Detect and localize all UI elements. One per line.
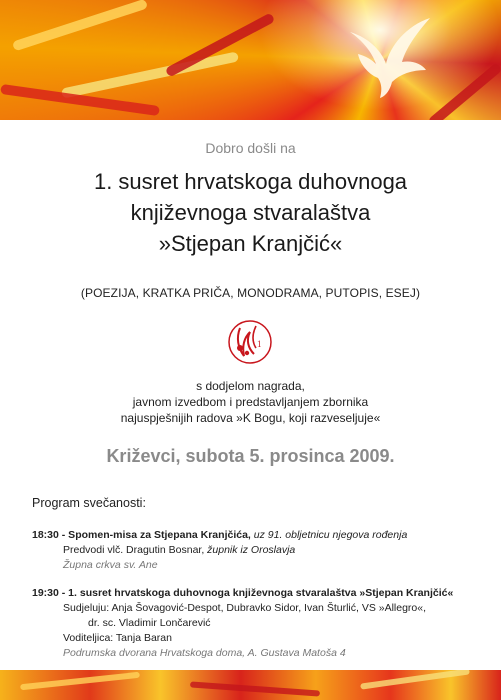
awards-description: [0, 378, 501, 426]
awards-line-1: s dodjelom nagrada,: [196, 379, 305, 393]
dove-icon: [330, 4, 440, 100]
program-item-meeting: [32, 586, 453, 661]
program-item-meeting-place: Podrumska dvorana Hrvatskoga doma, A. Gustava Matoša 4: [63, 647, 346, 659]
program-item-meeting-host: Voditeljica: Tanja Baran: [63, 632, 172, 644]
program-heading: Program svečanosti:: [32, 496, 146, 510]
program-item-mass-place: Župna crkva sv. Ane: [63, 559, 158, 571]
emblem-logo-icon: [226, 318, 274, 366]
event-title: [0, 166, 501, 259]
program-item-mass-leader: Predvodi vlč. Dragutin Bosnar, župnik iz Oroslavja: [63, 544, 296, 556]
genres-subtitle: (POEZIJA, KRATKA PRIČA, MONODRAMA, PUTOPIS, ESEJ): [80, 286, 421, 300]
program-item-mass-note: uz 91. obljetnicu njegova rođenja: [250, 529, 408, 541]
bottom-decorative-painting: [0, 670, 501, 700]
event-title-line-3: »Stjepan Kranjčić«: [158, 231, 343, 256]
program-item-meeting-participants: Sudjeluju: Anja Šovagović-Despot, Dubravko Sidor, Ivan Šturlić, VS »Allegro«,: [63, 602, 427, 614]
emblem-number: 1: [257, 339, 262, 349]
event-date: Križevci, subota 5. prosinca 2009.: [106, 446, 395, 466]
program-item-meeting-participants-2: dr. sc. Vladimir Lončarević: [88, 617, 211, 629]
event-title-line-1: 1. susret hrvatskoga duhovnoga: [93, 169, 408, 194]
welcome-text: Dobro došli na: [205, 140, 296, 156]
program-item-mass-title: 18:30 - Spomen-misa za Stjepana Kranjčića,: [32, 529, 251, 541]
top-decorative-painting: [0, 0, 501, 120]
event-title-line-2: književnoga stvaralaštva: [130, 200, 371, 225]
awards-line-2: javnom izvedbom i predstavljanjem zbornika: [132, 395, 369, 409]
program-item-mass: [32, 528, 407, 573]
program-item-meeting-title: 19:30 - 1. susret hrvatskoga duhovnoga književnoga stvaralaštva »Stjepan Kranjčić«: [32, 587, 454, 599]
awards-line-3: najuspješnijih radova »K Bogu, koji razveseljuje«: [120, 411, 381, 425]
